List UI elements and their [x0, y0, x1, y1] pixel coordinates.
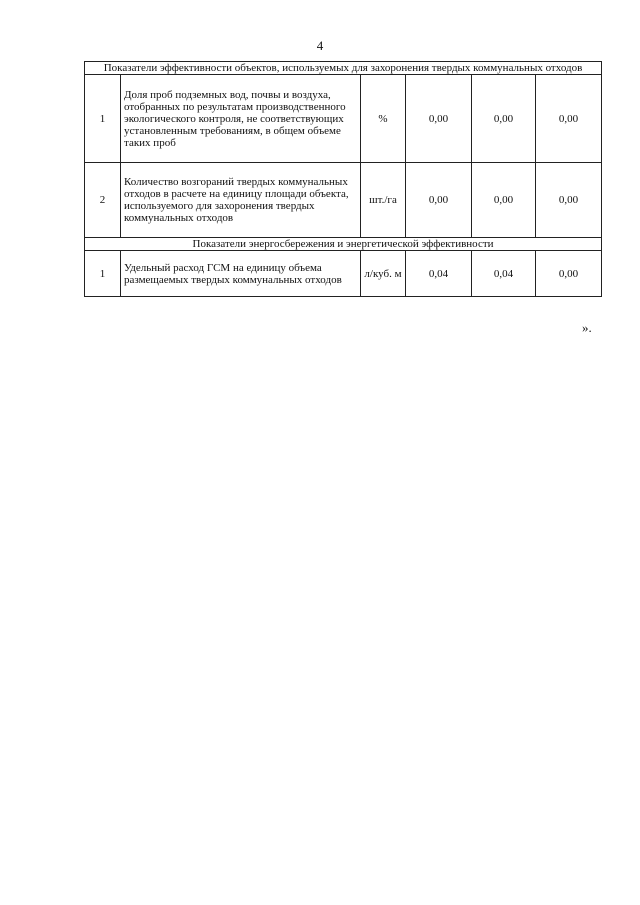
value-cell: 0,04 [406, 251, 472, 297]
value-cell: 0,04 [472, 251, 536, 297]
unit-cell: л/куб. м [361, 251, 406, 297]
table-row [85, 251, 602, 297]
indicator-name: Удельный расход ГСМ на единицу объема размещаемых твердых коммунальных отходов [121, 251, 361, 297]
page-number: 4 [316, 38, 324, 53]
value-cell: 0,00 [406, 163, 472, 238]
row-number: 2 [85, 163, 121, 238]
unit-cell: % [361, 75, 406, 163]
table-row [85, 163, 602, 238]
section-title: Показатели эффективности объектов, используемых для захоронения твердых коммунальных отходов [85, 62, 602, 75]
value-cell: 0,00 [472, 163, 536, 238]
value-cell: 0,00 [536, 251, 602, 297]
section-header-row [85, 62, 602, 75]
table-row [85, 75, 602, 163]
value-cell: 0,00 [472, 75, 536, 163]
value-cell: 0,00 [536, 163, 602, 238]
section-header-row [85, 238, 602, 251]
section-title: Показатели энергосбережения и энергетической эффективности [85, 238, 602, 251]
value-cell: 0,00 [536, 75, 602, 163]
row-number: 1 [85, 75, 121, 163]
indicators-table [84, 61, 602, 297]
indicator-name: Доля проб подземных вод, почвы и воздуха, отобранных по результатам производственного экологического контроля, не соответствующих установленным требованиям, в общем объеме таких проб [121, 75, 361, 163]
unit-cell: шт./га [361, 163, 406, 238]
value-cell: 0,00 [406, 75, 472, 163]
row-number: 1 [85, 251, 121, 297]
indicator-name: Количество возгораний твердых коммунальных отходов в расчете на единицу площади объекта, используемого для захоронения твердых коммунальных отходов [121, 163, 361, 238]
closing-quote-mark: ». [582, 320, 592, 335]
